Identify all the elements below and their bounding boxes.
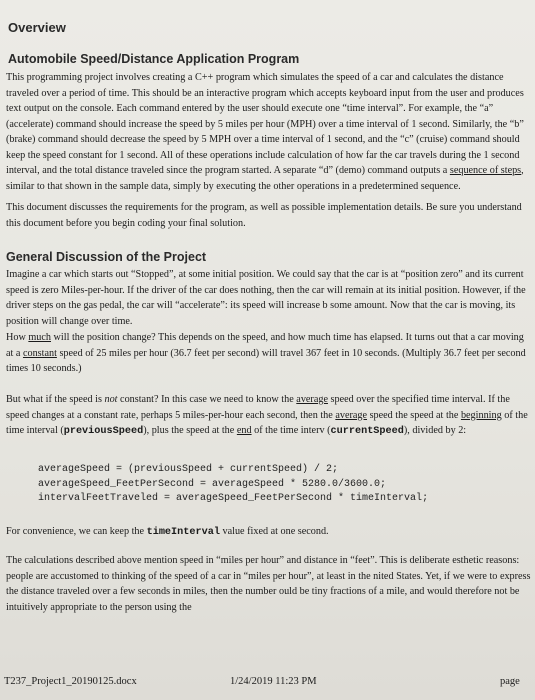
footer-page-label: page — [500, 676, 520, 687]
code-line: averageSpeed = (previousSpeed + currentSpeed) / 2; — [38, 464, 339, 475]
overview-heading: Overview — [8, 20, 66, 35]
sequence-of-steps-text: sequence of steps — [449, 165, 522, 176]
general-discussion-heading: General Discussion of the Project — [6, 250, 207, 264]
average-speed-paragraph: But what if the speed is not constant? In this case we need to know the average speed over the specified time interval. If the speed changes at a constant rate, perhaps 5 miles-per-hour each second, then the average speed the speed at the beginning of the time interval (previousSpeed), plus the speed at the end of the time interv (currentSpeed), divided by 2: — [6, 394, 528, 437]
code-line: intervalFeetTraveled = averageSpeed_FeetPerSecond * timeInterval; — [38, 493, 429, 504]
footer-datetime: 1/24/2019 11:23 PM — [230, 676, 317, 687]
units-paragraph: The calculations described above mention speed in “miles per hour” and distance in “feet”. This is deliberate esthetic reasons: people are accustomed to thinking of the speed of a car in “miles per hour”, at least in the nited States. Yet, if we were to express the distance traveled over a few seconds in miles, then the number ould be tiny fractions of a mile, and would therefore not be intuitively appropriate to the person using the — [6, 555, 531, 613]
page-footer — [0, 676, 535, 694]
intro-paragraph: This programming project involves creating a C++ program which simulates the speed of a car and calculates the distance traveled over a period of time. This should be an interactive program which accepts keyboard input from the user and produces text output on the console. Each command entered by the user should execute one “time interval”. For example, the “a” (accelerate) command should increase the speed by 5 miles per hour (MPH) over a time interval of 1 second. Similarly, the “b” (brake) command should decrease the speed by 5 MPH over a time interval of 1 second, and the “c” (cruise) command should keep the speed constant for 1 second. All of these operations include calculation of how far the car travels during the 1 second interval, and the total distance traveled since the program started. A separate “d” (demo) command outputs a sequence of steps, similar to that shown in the sample data, simply by executing the other operations in a predetermined sequence. — [6, 72, 524, 192]
imagine-car-paragraph: Imagine a car which starts out “Stopped”, at some initial position. We could say that the car is at “position zero” and its current speed is zero Miles-per-hour. If the driver of the car does nothing, then the car will remain at its initial position. However, if the driver steps on the gas pedal, the car will “accelerate”: its speed will increase b some amount. Now that the car is moving, its position will change over time. — [6, 269, 526, 327]
position-change-paragraph: How much will the position change? This depends on the speed, and how much time has elapsed. It turns out that a car moving at a constant speed of 25 miles per hour (36.7 feet per second) will travel 367 feet in 10 seconds. (Multiply 36.7 feet per second times 10 seconds.) — [6, 332, 526, 374]
requirements-paragraph: This document discusses the requirements for the program, as well as possible implementation details. Be sure you understand this document before you begin coding your final solution. — [6, 202, 522, 229]
convenience-paragraph: For convenience, we can keep the timeInterval value fixed at one second. — [6, 526, 329, 538]
footer-filename: T237_Project1_20190125.docx — [4, 676, 137, 687]
code-line: averageSpeed_FeetPerSecond = averageSpeed * 5280.0/3600.0; — [38, 478, 387, 490]
program-title: Automobile Speed/Distance Application Program — [8, 52, 300, 66]
code-block — [38, 463, 428, 507]
